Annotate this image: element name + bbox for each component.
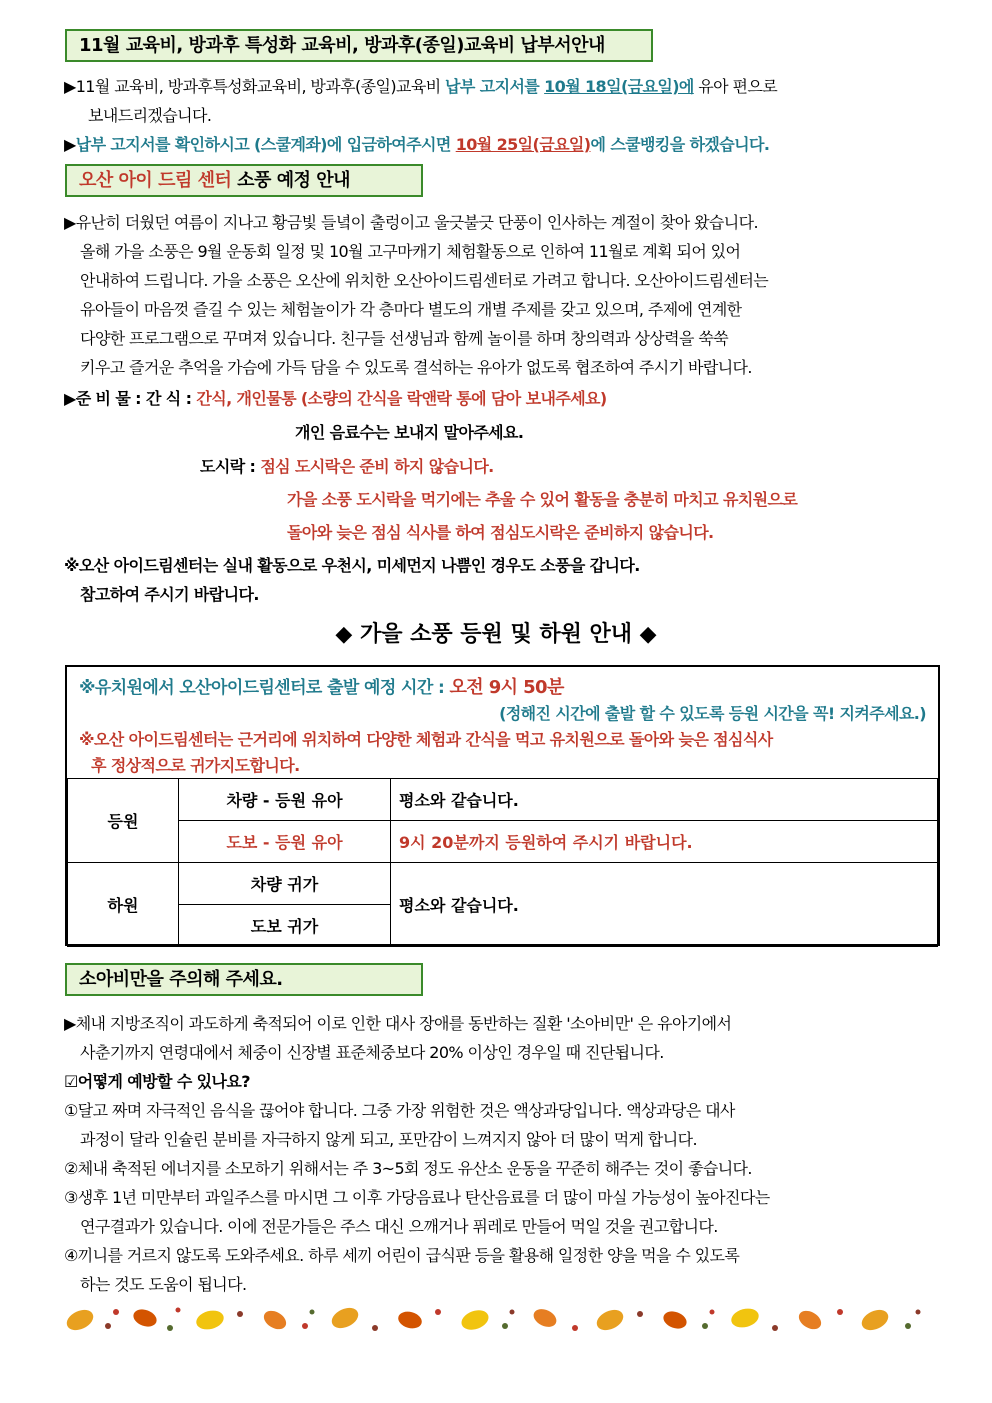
- tip-line: 하는 것도 도움이 됩니다.: [80, 1275, 247, 1294]
- tip-line: 연구결과가 있습니다. 이에 전문가들은 주스 대신 으깨거나 퓌레로 만들어 먹일 것을 권고합니다.: [80, 1217, 718, 1236]
- lunch-text-3: 돌아와 늦은 점심 식사를 하여 점심도시락은 준비하지 않습니다.: [287, 523, 714, 542]
- leave-walk: 도보 귀가: [179, 905, 391, 947]
- tip-line: ③생후 1년 미만부터 과일주스를 마시면 그 이후 가당음료나 탄산음료를 더 많이 마실 가능성이 높아진다는: [64, 1188, 770, 1207]
- schedule-table: [67, 778, 938, 947]
- prep-snack: 간식, 개인물통 (소량의 간식을 락앤락 통에 담아 보내주세요): [196, 389, 607, 408]
- date-highlight: 10월 25일(금요일): [455, 135, 591, 154]
- return-note-2: 후 정상적으로 귀가지도합니다.: [91, 756, 300, 775]
- picnic-line: 안내하여 드립니다. 가을 소풍은 오산에 위치한 오산아이드림센터로 가려고 합니다. 오산아이드림센터는: [80, 271, 769, 290]
- leaf-icon: [64, 1304, 921, 1334]
- prep-row: [64, 386, 607, 409]
- notice-title-obesity: 소아비만을 주의해 주세요.: [65, 963, 423, 996]
- picnic-line: ▶유난히 더웠던 여름이 지나고 황금빛 들녘이 출렁이고 울긋불긋 단풍이 인사하는 계절이 찾아 왔습니다.: [64, 213, 758, 232]
- picnic-line: 다양한 프로그램으로 꾸며져 있습니다. 친구들 선생님과 함께 놀이를 하며 창의력과 상상력을 쑥쑥: [80, 329, 729, 348]
- picnic-note-2: 참고하여 주시기 바랍니다.: [80, 585, 259, 604]
- obesity-intro-2: 사춘기까지 연령대에서 체중이 신장별 표준체중보다 20% 이상인 경우일 때 진단됩니다.: [80, 1043, 664, 1062]
- text: ▶11월 교육비, 방과후특성화교육비, 방과후(종일)교육비: [64, 77, 446, 96]
- arrive-header: 등원: [68, 779, 179, 863]
- bullet: ▶: [64, 135, 76, 154]
- text: 유아 편으로: [693, 77, 778, 96]
- leave-note: 평소와 같습니다.: [391, 863, 938, 947]
- obesity-intro: ▶체내 지방조직이 과도하게 축적되어 이로 인한 대사 장애를 동반하는 질환 '소아비만' 은 유아기에서: [64, 1014, 732, 1033]
- picnic-line: 유아들이 마음껏 즐길 수 있는 체험놀이가 각 층마다 별도의 개별 주제를 갖고 있으며, 주제에 연계한: [80, 300, 742, 319]
- lunch-row: [200, 454, 494, 477]
- arrive-walk: 도보 - 등원 유아: [179, 821, 391, 863]
- leave-header: 하원: [68, 863, 179, 947]
- leave-car: 차량 귀가: [179, 863, 391, 905]
- lunch-text: 점심 도시락은 준비 하지 않습니다.: [260, 457, 494, 476]
- prevention-question: ☑어떻게 예방할 수 있나요?: [64, 1072, 250, 1091]
- notice-title-picnic: [65, 164, 423, 197]
- tip-line: ④끼니를 거르지 않도록 도와주세요. 하루 세끼 어린이 급식판 등을 활용해 일정한 양을 먹을 수 있도록: [64, 1246, 740, 1265]
- tip-line: ②체내 축적된 에너지를 소모하기 위해서는 주 3~5회 정도 유산소 운동을 꾸준히 해주는 것이 좋습니다.: [64, 1159, 752, 1178]
- notice-title-tuition: 11월 교육비, 방과후 특성화 교육비, 방과후(종일)교육비 납부서안내: [65, 29, 653, 62]
- arrive-walk-note: 9시 20분까지 등원하여 주시기 바랍니다.: [391, 821, 938, 863]
- title-highlight: 오산 아이 드림 센터: [79, 170, 232, 191]
- title-text: 소풍 예정 안내: [231, 170, 351, 191]
- prep-drink: 개인 음료수는 보내지 말아주세요.: [295, 423, 524, 442]
- lunch-label: 도시락 :: [200, 457, 261, 476]
- picnic-note: ※오산 아이드림센터는 실내 활동으로 우천시, 미세먼지 나쁨인 경우도 소풍을 갑니다.: [64, 556, 640, 575]
- lunch-text-2: 가을 소풍 도시락을 먹기에는 추울 수 있어 활동을 충분히 마치고 유치원으로: [287, 490, 798, 509]
- depart-note: (정해진 시간에 출발 할 수 있도록 등원 시간을 꼭! 지켜주세요.): [499, 704, 926, 723]
- depart-time: [79, 673, 564, 699]
- text-highlight: 납부 고지서를 확인하시고 (스쿨계좌)에 입금하여주시면: [75, 135, 456, 154]
- picnic-line: 키우고 즐거운 추억을 가슴에 가득 담을 수 있도록 결석하는 유아가 없도록 협조하여 주시기 바랍니다.: [80, 358, 752, 377]
- depart-label: ※유치원에서 오산아이드림센터로 출발 예정 시간 :: [79, 678, 450, 698]
- schedule-heading: ◆ 가을 소풍 등원 및 하원 안내 ◆: [335, 622, 657, 647]
- return-note: ※오산 아이드림센터는 근거리에 위치하여 다양한 체험과 간식을 먹고 유치원으로 돌아와 늦은 점심식사: [79, 730, 773, 749]
- tuition-paragraph-1-cont: 보내드리겠습니다.: [88, 106, 212, 125]
- tuition-paragraph-1: [64, 74, 777, 97]
- tip-line: ①달고 짜며 자극적인 음식을 끊어야 합니다. 그중 가장 위험한 것은 액상과당입니다. 액상과당은 대사: [64, 1101, 735, 1120]
- arrive-car: 차량 - 등원 유아: [179, 779, 391, 821]
- text-highlight: 에 스쿨뱅킹을 하겠습니다.: [590, 135, 770, 154]
- picnic-line: 올해 가을 소풍은 9월 운동회 일정 및 10월 고구마캐기 체험활동으로 인하여 11월로 계획 되어 있어: [80, 242, 741, 261]
- depart-value: 오전 9시 50분: [449, 677, 564, 698]
- schedule-box: [65, 665, 940, 946]
- tuition-paragraph-2: [64, 132, 769, 155]
- tip-line: 과정이 달라 인슐린 분비를 자극하지 않게 되고, 포만감이 느껴지지 않아 더 많이 먹게 합니다.: [80, 1130, 697, 1149]
- text-highlight: 납부 고지서를: [445, 77, 545, 96]
- arrive-car-note: 평소와 같습니다.: [391, 779, 938, 821]
- prep-label: ▶준 비 물 : 간 식 :: [64, 389, 197, 408]
- date-highlight: 10월 18일(금요일)에: [544, 77, 694, 96]
- autumn-leaves-decoration: [60, 1300, 930, 1338]
